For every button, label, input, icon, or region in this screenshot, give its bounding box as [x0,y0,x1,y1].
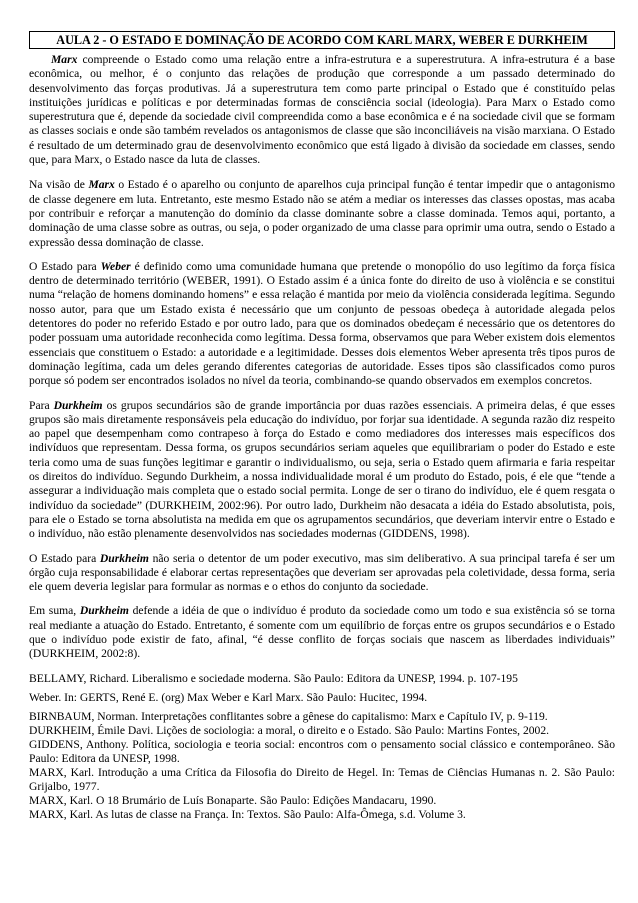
paragraph-durkheim-2 [29,552,615,595]
references-list [29,672,615,822]
reference-item: MARX, Karl. Introdução a uma Crítica da Filosofia do Direito de Hegel. In: Temas de Ciências Humanas n. 2. São Paulo: Grijalbo, 1977. [29,765,615,793]
reference-item: BIRNBAUM, Norman. Interpretações conflitantes sobre a gênese do capitalismo: Marx e Capítulo IV, p. 9-119. [29,709,548,723]
paragraph-weber [29,260,615,389]
paragraph-durkheim-3 [29,604,615,661]
paragraph-text: defende a idéia de que o indivíduo é produto da sociedade como um todo e sua existência só se torna real mediante a atuação do Estado. Entretanto, é somente com um equilíbrio de forças entre os grupos secundários e o Estado que o indivíduo pode existir de fato, afinal, “é desse conflito de forças sociais que nascem as liberdades individuais” (DURKHEIM, 2002:8). [29,604,615,661]
reference-item: BELLAMY, Richard. Liberalismo e sociedade moderna. São Paulo: Editora da UNESP, 1994. p. 107-195 [29,671,518,685]
document-page [29,31,615,822]
author-emphasis: Weber [100,259,131,273]
author-emphasis: Marx [51,53,78,66]
paragraph-text: os grupos secundários são de grande importância por duas razões essenciais. A primeira delas, é que esses grupos são mais diretamente responsáveis pela educação do indivíduo, por forjar sua identidade. A segunda razão diz respeito ao papel que desempenham como contrapeso à força do Estado e como mediadores dos interesses mais específicos dos indivíduos que representam. Dessa forma, os grupos secundários seriam aqueles que equilibrariam o poder do Estado e este teria como uma de suas funções legitimar e garantir o individualismo, ou seja, seria o Estado quem afirmaria e faria respeitar os direitos do indivíduo. Segundo Durkheim, a nossa individualidade moral é um produto do Estado, pois, é ele que “tende a assegurar a individuação mais completa que o estado social permita. Longe de ser o tirano do indivíduo, ele é quem resgata o indivíduo da sociedade” (DURKHEIM, 2002:96). Por outro lado, Durkheim não desacata a idéia do Estado absolutista, pois, para ele o Estado se torna absolutista na medida em que os agrupamentos secundários, que deveriam intervir entre o Estado e o indivíduo, não estão plenamente desenvolvidos nas sociedades modernas (GIDDENS, 1998). [29,398,615,541]
paragraph-lead: Em suma, [29,604,80,618]
reference-item: Weber. In: GERTS, René E. (org) Max Weber e Karl Marx. São Paulo: Hucitec, 1994. [29,690,428,704]
paragraph-text: o Estado é o aparelho ou conjunto de aparelhos cuja principal função é tentar impedir que o antagonismo de classe degenere em luta. Entretanto, este mesmo Estado não se atém a mediar os interesses das classes opostas, mas acaba por contribuir e reforçar a manutenção do domínio da classe dominante sobre a classe dominada. Temos aqui, portanto, a dominação de uma classe sobre as outras, ou seja, o poder organizado de uma classe para oprimir uma outra, sendo o Estado a expressão dessa dominação de classe. [29,178,615,249]
author-emphasis: Durkheim [99,551,149,565]
paragraph-durkheim-1 [29,399,615,542]
reference-item: MARX, Karl. O 18 Brumário de Luís Bonaparte. São Paulo: Edições Mandacaru, 1990. [29,793,437,807]
paragraph-lead: O Estado para [29,259,101,273]
paragraph-lead: Para [29,398,54,412]
reference-item: MARX, Karl. As lutas de classe na França. In: Textos. São Paulo: Alfa-Ômega, s.d. Volume 3. [29,807,466,821]
paragraph-marx-2 [29,178,615,249]
page-title: AULA 2 - O ESTADO E DOMINAÇÃO DE ACORDO COM KARL MARX, WEBER E DURKHEIM [29,31,615,49]
author-emphasis: Marx [88,178,115,192]
paragraph-marx-1 [29,53,615,167]
paragraph-text: é definido como uma comunidade humana que pretende o monopólio do uso legítimo da força física dentro de determinado território (WEBER, 1991). O Estado assim é a única fonte do direito de uso à violência e se constitui numa “relação de homens dominando homens” e essa relação é mantida por meio da violência considerada legítima. Segundo nosso autor, para que um Estado exista é necessário que um conjunto de pessoas obedeça à autoridade alegada pelos detentores do poder no referido Estado e por outro lado, para que os dominados obedeçam é necessário que os detentores do poder possuam uma autoridade reconhecida como legítima. Dessa forma, observamos que para Weber existem dois elementos essenciais que constituem o Estado: a autoridade e a legitimidade. Desses dois elementos Weber apresenta três tipos puros de dominação legítima, cada um deles gerando diferentes categorias de autoridade. Esses tipos são classificados como puros porque só podem ser encontrados isolados no nível da teoria, combinando-se quando observados em exemplos concretos. [29,259,615,388]
paragraph-lead: O Estado para [29,551,100,565]
paragraph-lead: Na visão de [29,178,89,192]
author-emphasis: Durkheim [79,604,129,618]
author-emphasis: Durkheim [53,398,103,412]
reference-item: GIDDENS, Anthony. Política, sociologia e teoria social: encontros com o pensamento social clássico e contemporâneo. São Paulo: Editora da UNESP, 1998. [29,737,615,765]
paragraph-text: não seria o detentor de um poder executivo, mas sim deliberativo. A sua principal tarefa é ser um órgão cuja responsabilidade é elaborar certas representações que deveriam ser aprovadas pela coletividade, dessa forma, seria ele quem deveria legislar para formular as normas e o ethos do conjunto da sociedade. [29,551,615,594]
paragraph-text: compreende o Estado como uma relação entre a infra-estrutura e a superestrutura. A infra-estrutura é a base econômica, ou melhor, é o conjunto das relações de produção que corresponde a um passado determinado do desenvolvimento das forças produtivas. Já a superestrutura tem como parte principal o Estado que é constituído pelas instituições jurídicas e políticas e por determinadas formas de consciência social (ideologia). Para Marx o Estado como superestrutura que é, depende da sociedade civil compreendida como a base econômica e é na sociedade civil que se formam as classes sociais e onde são também revelados os antagonismos de classe que são inconciliáveis na visão marxiana. O Estado é resultado de um determinado grau de desenvolvimento econômico que está ligado à divisão da sociedade em classes, sendo que, para Marx, o Estado nasce da luta de classes. [29,53,615,167]
reference-item: DURKHEIM, Émile Davi. Lições de sociologia: a moral, o direito e o Estado. São Paulo: Martins Fontes, 2002. [29,723,550,737]
